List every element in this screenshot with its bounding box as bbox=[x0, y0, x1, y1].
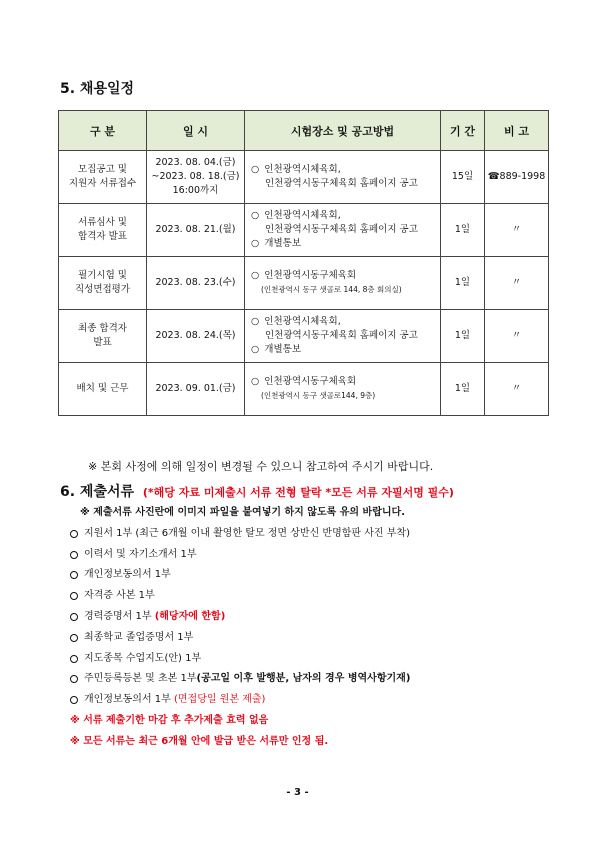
category-cell-line: 합격자 발표 bbox=[78, 231, 127, 242]
schedule-row bbox=[59, 204, 549, 257]
category-cell-line: 모집공고 및 bbox=[78, 164, 127, 175]
document-item bbox=[70, 649, 410, 670]
category-cell-line: 배치 및 근무 bbox=[76, 383, 129, 394]
final-warning: ※ 서류 제출기한 마감 후 추가제출 효력 없음 bbox=[70, 714, 269, 726]
document-item-text: 이력서 및 자기소개서 1부 bbox=[84, 548, 197, 560]
place-cell bbox=[245, 257, 441, 310]
category-cell-line: 필기시험 및 bbox=[78, 270, 127, 281]
schedule-table bbox=[58, 110, 549, 416]
date-cell-line: 2023. 08. 24.(목) bbox=[155, 330, 236, 341]
category-cell-line: 서류심사 및 bbox=[78, 217, 127, 228]
section-6-heading: 6. 제출서류 bbox=[60, 484, 135, 500]
category-cell-line: 발표 bbox=[93, 337, 112, 348]
place-line: 인천광역시동구체육회 홈페이지 공고 bbox=[265, 178, 418, 189]
place-line: (인천광역시 동구 샛골로144, 9층) bbox=[261, 391, 376, 400]
place-cell bbox=[245, 363, 441, 416]
place-line: ○ 인천광역시체육회, bbox=[251, 163, 440, 177]
header-place: 시험장소 및 공고방법 bbox=[245, 111, 441, 151]
place-cell bbox=[245, 204, 441, 257]
note-cell: 〃 bbox=[485, 204, 549, 257]
place-line: ○ 개별통보 bbox=[251, 343, 440, 357]
document-item-text: 경력증명서 1부 bbox=[84, 610, 155, 622]
section-6-subtitle: (*해당 자료 미제출시 서류 전형 탈락 *모든 서류 자필서명 필수) bbox=[142, 486, 454, 499]
date-cell-line: 16:00까지 bbox=[172, 185, 219, 196]
date-cell-line: 2023. 09. 01.(금) bbox=[155, 383, 236, 394]
place-line: ○ 인천광역시동구체육회 bbox=[251, 269, 440, 283]
place-cell bbox=[245, 310, 441, 363]
date-cell-line: ~2023. 08. 18.(금) bbox=[151, 171, 240, 182]
document-item bbox=[70, 586, 410, 607]
place-line: ○ 인천광역시동구체육회 bbox=[251, 375, 440, 389]
schedule-row bbox=[59, 151, 549, 204]
document-item-note: (공고일 이후 발행분, 남자의 경우 병역사항기재) bbox=[196, 673, 411, 685]
header-period: 기 간 bbox=[441, 111, 485, 151]
header-note: 비 고 bbox=[485, 111, 549, 151]
place-cell bbox=[245, 151, 441, 204]
period-cell: 1일 bbox=[441, 363, 485, 416]
schedule-row bbox=[59, 257, 549, 310]
schedule-row bbox=[59, 310, 549, 363]
date-cell bbox=[147, 151, 245, 204]
document-item bbox=[70, 607, 410, 628]
place-line: 인천광역시동구체육회 홈페이지 공고 bbox=[265, 224, 418, 235]
place-line: 인천광역시동구체육회 홈페이지 공고 bbox=[265, 330, 418, 341]
date-cell-line: 2023. 08. 21.(월) bbox=[155, 224, 236, 235]
document-item bbox=[70, 628, 410, 649]
section-5-title: 5. 채용일정 bbox=[60, 81, 135, 97]
category-cell bbox=[59, 363, 147, 416]
schedule-row bbox=[59, 363, 549, 416]
document-item bbox=[70, 565, 410, 586]
period-cell: 1일 bbox=[441, 204, 485, 257]
category-cell-line: 직성면접평가 bbox=[74, 284, 131, 295]
category-cell-line: 최종 합격자 bbox=[78, 323, 127, 334]
period-cell: 15일 bbox=[441, 151, 485, 204]
document-item-text: 개인정보동의서 1부 bbox=[84, 569, 171, 581]
final-warning: ※ 모든 서류는 최근 6개월 안에 발급 받은 서류만 인정 됨. bbox=[70, 735, 329, 747]
period-cell: 1일 bbox=[441, 310, 485, 363]
document-item bbox=[70, 524, 410, 545]
header-category: 구 분 bbox=[59, 111, 147, 151]
date-cell-line: 2023. 08. 04.(금) bbox=[155, 157, 236, 168]
document-item-note: (면접당일 원본 제출) bbox=[174, 694, 266, 706]
date-cell bbox=[147, 204, 245, 257]
date-cell bbox=[147, 363, 245, 416]
schedule-header-row bbox=[59, 111, 549, 151]
schedule-change-note: ※ 본회 사정에 의해 일정이 변경될 수 있으니 참고하여 주시기 바랍니다. bbox=[88, 460, 434, 473]
document-item-text: 지도종목 수업지도(안) 1부 bbox=[84, 652, 202, 664]
category-cell-line: 지원자 서류접수 bbox=[68, 178, 137, 189]
document-item bbox=[70, 545, 410, 566]
note-cell: 〃 bbox=[485, 363, 549, 416]
header-date: 일 시 bbox=[147, 111, 245, 151]
place-line: (인천광역시 동구 샛골로 144, 8층 회의실) bbox=[261, 285, 402, 294]
document-item-text: 최종학교 졸업증명서 1부 bbox=[84, 631, 194, 643]
document-item bbox=[70, 690, 410, 711]
document-item bbox=[70, 669, 410, 690]
document-item-text: 개인정보동의서 1부 bbox=[84, 694, 174, 706]
section-6-title bbox=[60, 481, 454, 501]
place-line: ○ 인천광역시체육회, bbox=[251, 315, 440, 329]
category-cell bbox=[59, 257, 147, 310]
note-cell: 〃 bbox=[485, 310, 549, 363]
note-cell: 〃 bbox=[485, 257, 549, 310]
date-cell bbox=[147, 310, 245, 363]
note-cell: ☎889-1998 bbox=[485, 151, 549, 204]
document-item-text: 주민등록등본 및 초본 1부 bbox=[84, 673, 197, 685]
document-item-note: (해당자에 한함) bbox=[154, 610, 226, 622]
category-cell bbox=[59, 204, 147, 257]
place-line: ○ 개별통보 bbox=[251, 237, 440, 251]
page-number: - 3 - bbox=[286, 787, 309, 798]
category-cell bbox=[59, 151, 147, 204]
date-cell bbox=[147, 257, 245, 310]
category-cell bbox=[59, 310, 147, 363]
date-cell-line: 2023. 08. 23.(수) bbox=[155, 277, 236, 288]
document-item-text: 지원서 1부 (최근 6개월 이내 촬영한 탈모 정면 상반신 반명함판 사진 부착) bbox=[84, 527, 410, 539]
document-item-text: 자격증 사본 1부 bbox=[84, 590, 155, 602]
photo-warning: ※ 제출서류 사진란에 이미지 파일을 붙여넣기 하지 않도록 유의 바랍니다. bbox=[80, 507, 405, 518]
document-list bbox=[70, 503, 410, 753]
place-line: ○ 인천광역시체육회, bbox=[251, 209, 440, 223]
period-cell: 1일 bbox=[441, 257, 485, 310]
